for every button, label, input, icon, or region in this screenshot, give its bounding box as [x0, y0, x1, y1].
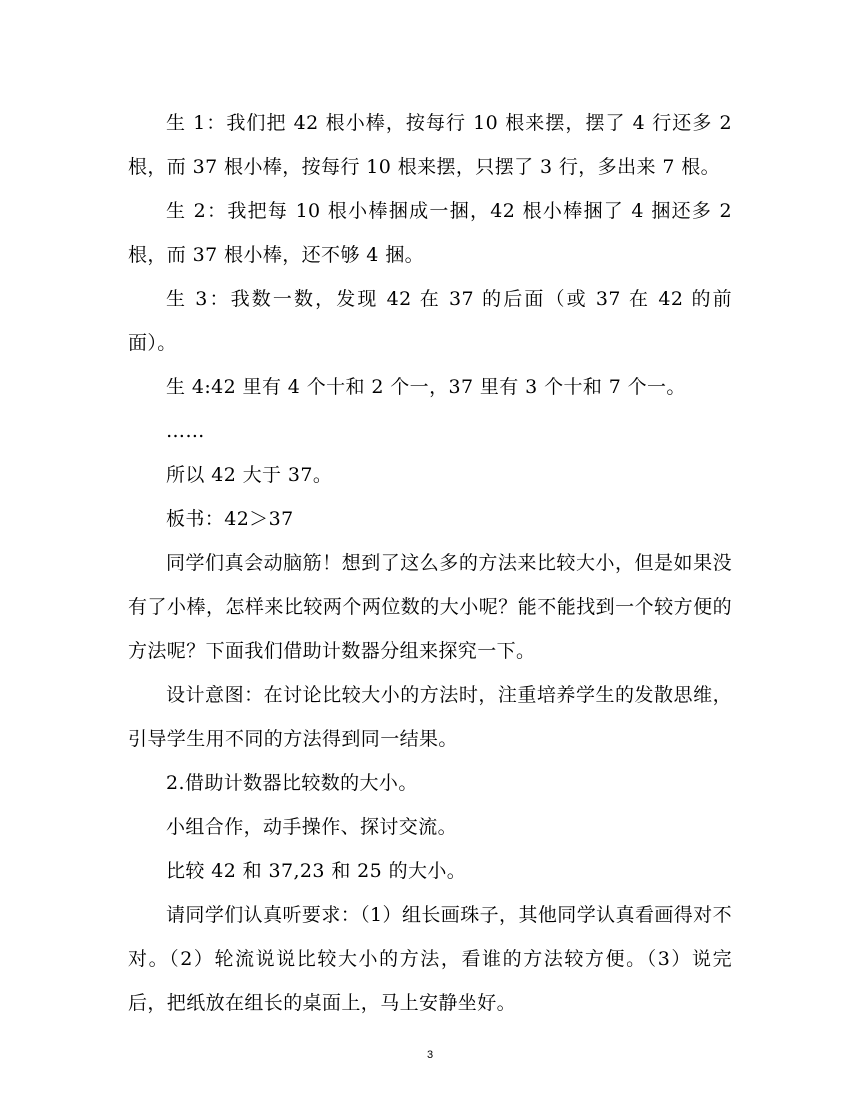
paragraph-student-4: 生 4:42 里有 4 个十和 2 个一，37 里有 3 个十和 7 个一。: [166, 376, 686, 398]
paragraph-section-heading: 2.借助计数器比较数的大小。: [166, 772, 418, 794]
paragraph-requirements: 请同学们认真听要求：（1）组长画珠子，其他同学认真看画得对不对。（2）轮流说说比较大小的方法，看谁的方法较方便。（3）说完后，把纸放在组长的桌面上，马上安静坐好。: [128, 904, 732, 1014]
document-body: [128, 101, 732, 1025]
paragraph-board-note: 板书：42＞37: [166, 508, 294, 530]
paragraph-student-2: 生 2：我把每 10 根小棒捆成一捆，42 根小棒捆了 4 捆还多 2 根，而 37 根小棒，还不够 4 捆。: [128, 200, 732, 266]
paragraph-conclusion: 所以 42 大于 37。: [166, 464, 333, 486]
paragraph-student-3: 生 3：我数一数，发现 42 在 37 的后面（或 37 在 42 的前面）。: [128, 288, 732, 354]
paragraph-compare-task: 比较 42 和 37,23 和 25 的大小。: [166, 860, 467, 882]
paragraph-student-1: 生 1：我们把 42 根小棒，按每行 10 根来摆，摆了 4 行还多 2 根，而 37 根小棒，按每行 10 根来摆，只摆了 3 行，多出来 7 根。: [128, 112, 732, 178]
paragraph-teacher-praise: 同学们真会动脑筋！想到了这么多的方法来比较大小，但是如果没有了小棒，怎样来比较两个两位数的大小呢？能不能找到一个较方便的方法呢？下面我们借助计数器分组来探究一下。: [128, 552, 732, 662]
paragraph-design-intent: 设计意图：在讨论比较大小的方法时，注重培养学生的发散思维，引导学生用不同的方法得到同一结果。: [128, 684, 732, 750]
paragraph-ellipsis: ……: [166, 420, 205, 442]
page-number: 3: [426, 1049, 434, 1061]
paragraph-group-work: 小组合作，动手操作、探讨交流。: [166, 816, 458, 838]
